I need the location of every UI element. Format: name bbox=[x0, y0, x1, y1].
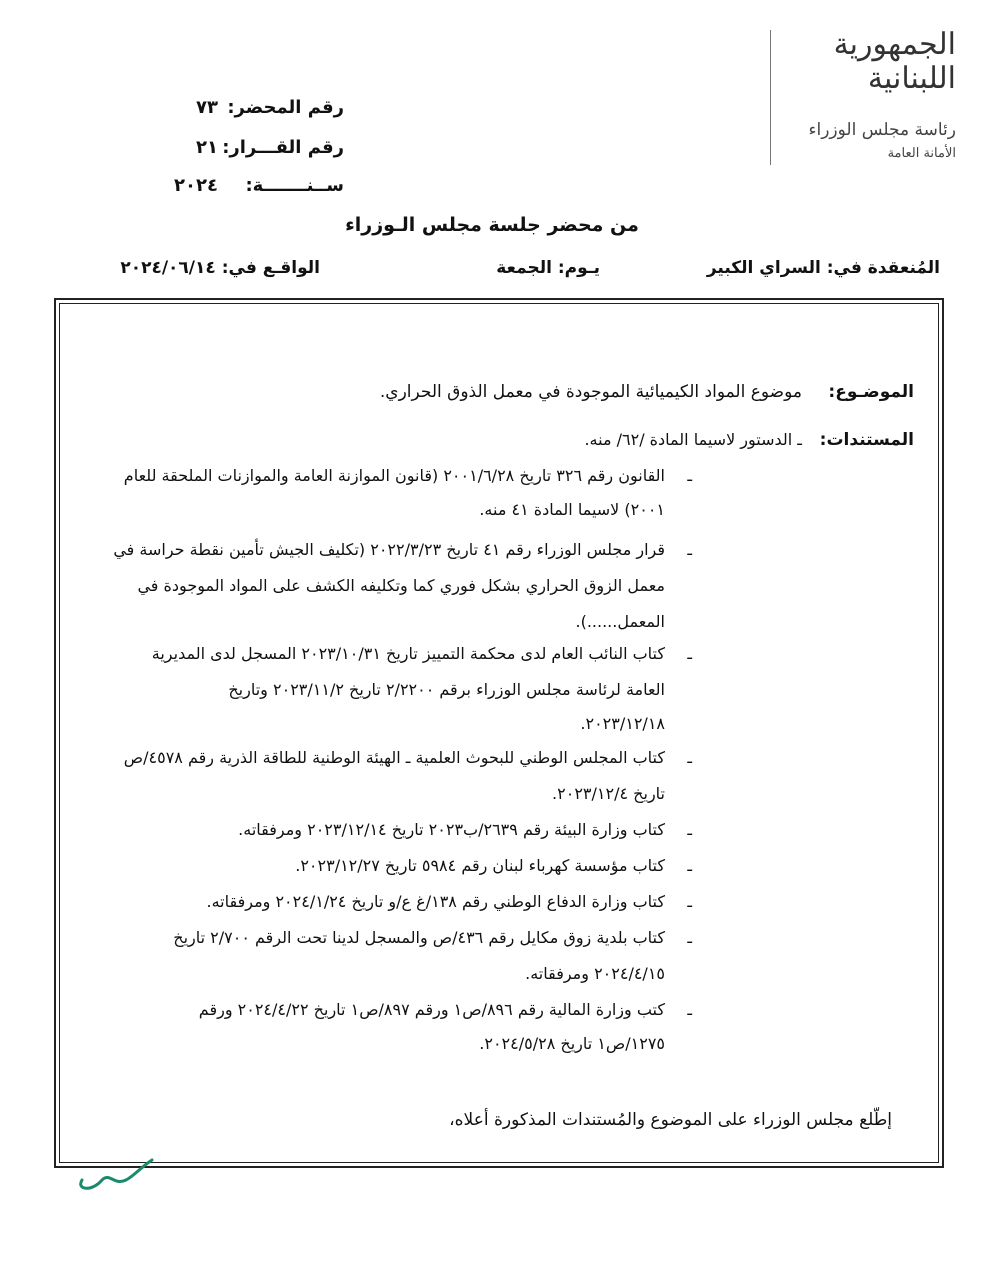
list-dash: ـ bbox=[687, 1000, 692, 1019]
document-line: معمل الزوق الحراري بشكل فوري كما وتكليفه الكشف على المواد الموجودة في bbox=[137, 576, 665, 595]
document-line: كتاب بلدية زوق مكايل رقم ٤٣٦/ص والمسجل لدينا تحت الرقم ٢/٧٠٠ تاريخ bbox=[173, 928, 665, 947]
list-dash: ـ bbox=[687, 928, 692, 947]
government-emblem bbox=[766, 22, 956, 172]
session-meta bbox=[110, 258, 940, 288]
emblem-line-4: الأمانة العامة bbox=[887, 146, 956, 161]
list-dash: ـ bbox=[687, 856, 692, 875]
document-body-frame bbox=[54, 298, 944, 1168]
document-line: تاريخ ٢٠٢٣/١٢/٤. bbox=[552, 784, 665, 803]
minutes-number-label: رقم المحضر: bbox=[227, 96, 344, 118]
minutes-number-value: ٧٣ bbox=[196, 96, 218, 118]
document-title: من محضر جلسة مجلس الـوزراء bbox=[345, 214, 639, 236]
list-dash: ـ bbox=[687, 820, 692, 839]
document-line: ٢٠٠١) لاسيما المادة ٤١ منه. bbox=[479, 500, 665, 519]
documents-label: المستندات: bbox=[819, 430, 914, 450]
subject-text: موضوع المواد الكيميائية الموجودة في معمل الذوق الحراري. bbox=[379, 382, 802, 402]
held-at: المُنعقدة في: السراي الكبير bbox=[706, 258, 940, 278]
document-line: العامة لرئاسة مجلس الوزراء برقم ٢/٢٢٠٠ تاريخ ٢٠٢٣/١١/٢ وتاريخ bbox=[228, 680, 665, 699]
document-line: كتاب المجلس الوطني للبحوث العلمية ـ الهيئة الوطنية للطاقة الذرية رقم ٤٥٧٨/ص bbox=[123, 748, 665, 767]
year-row bbox=[174, 170, 344, 200]
year-label: ســنـــــــة: bbox=[245, 174, 344, 196]
document-line: ٢٠٢٣/١٢/١٨. bbox=[580, 714, 665, 733]
document-line: كتاب مؤسسة كهرباء لبنان رقم ٥٩٨٤ تاريخ ٢٠٢٣/١٢/٢٧. bbox=[295, 856, 665, 875]
session-day: يـوم: الجمعة bbox=[496, 258, 600, 278]
closing-statement: إطّلع مجلس الوزراء على الموضوع والمُستندات المذكورة أعلاه، bbox=[449, 1110, 892, 1130]
list-dash: ـ bbox=[687, 644, 692, 663]
document-line: كتب وزارة المالية رقم ٨٩٦/ص١ ورقم ٨٩٧/ص١ تاريخ ٢٠٢٤/٤/٢٢ ورقم bbox=[198, 1000, 665, 1019]
subject-label: الموضـوع: bbox=[828, 382, 914, 402]
document-item-constitution: ـ الدستور لاسيما المادة /٦٢/ منه. bbox=[584, 430, 802, 449]
document-line: كتاب وزارة البيئة رقم ٢٦٣٩/ب٢٠٢٣ تاريخ ٢٠٢٣/١٢/١٤ ومرفقاته. bbox=[238, 820, 665, 839]
year-value: ٢٠٢٤ bbox=[174, 174, 218, 196]
document-line: القانون رقم ٣٢٦ تاريخ ٢٠٠١/٦/٢٨ (قانون الموازنة العامة والموازنات الملحقة للعام bbox=[123, 466, 665, 485]
document-line: ١٢٧٥/ص١ تاريخ ٢٠٢٤/٥/٢٨. bbox=[479, 1034, 665, 1053]
document-line: المعمل......). bbox=[575, 612, 665, 631]
document-line: كتاب النائب العام لدى محكمة التمييز تاريخ ٢٠٢٣/١٠/٣١ المسجل لدى المديرية bbox=[151, 644, 665, 663]
list-dash: ـ bbox=[687, 540, 692, 559]
list-dash: ـ bbox=[687, 892, 692, 911]
emblem-line-3: رئاسة مجلس الوزراء bbox=[808, 120, 956, 140]
decision-number-row bbox=[196, 132, 344, 162]
emblem-line-2: اللبنانية bbox=[867, 61, 956, 96]
document-line: ٢٠٢٤/٤/١٥ ومرفقاته. bbox=[525, 964, 665, 983]
decision-number-label: رقم القـــرار: bbox=[222, 136, 344, 158]
document-line: قرار مجلس الوزراء رقم ٤١ تاريخ ٢٠٢٢/٣/٢٣ (تكليف الجيش تأمين نقطة حراسة في bbox=[113, 540, 665, 559]
list-dash: ـ bbox=[687, 748, 692, 767]
list-dash: ـ bbox=[687, 466, 692, 485]
session-date: الواقـع في: ٢٠٢٤/٠٦/١٤ bbox=[120, 258, 320, 278]
document-line: كتاب وزارة الدفاع الوطني رقم ١٣٨/غ ع/و تاريخ ٢٠٢٤/١/٢٤ ومرفقاته. bbox=[206, 892, 665, 911]
emblem-divider bbox=[770, 30, 771, 165]
signature-mark bbox=[74, 1150, 164, 1200]
emblem-line-1: الجمهورية bbox=[833, 27, 956, 62]
decision-number-value: ٢١ bbox=[196, 136, 218, 158]
minutes-number-row bbox=[196, 92, 344, 122]
